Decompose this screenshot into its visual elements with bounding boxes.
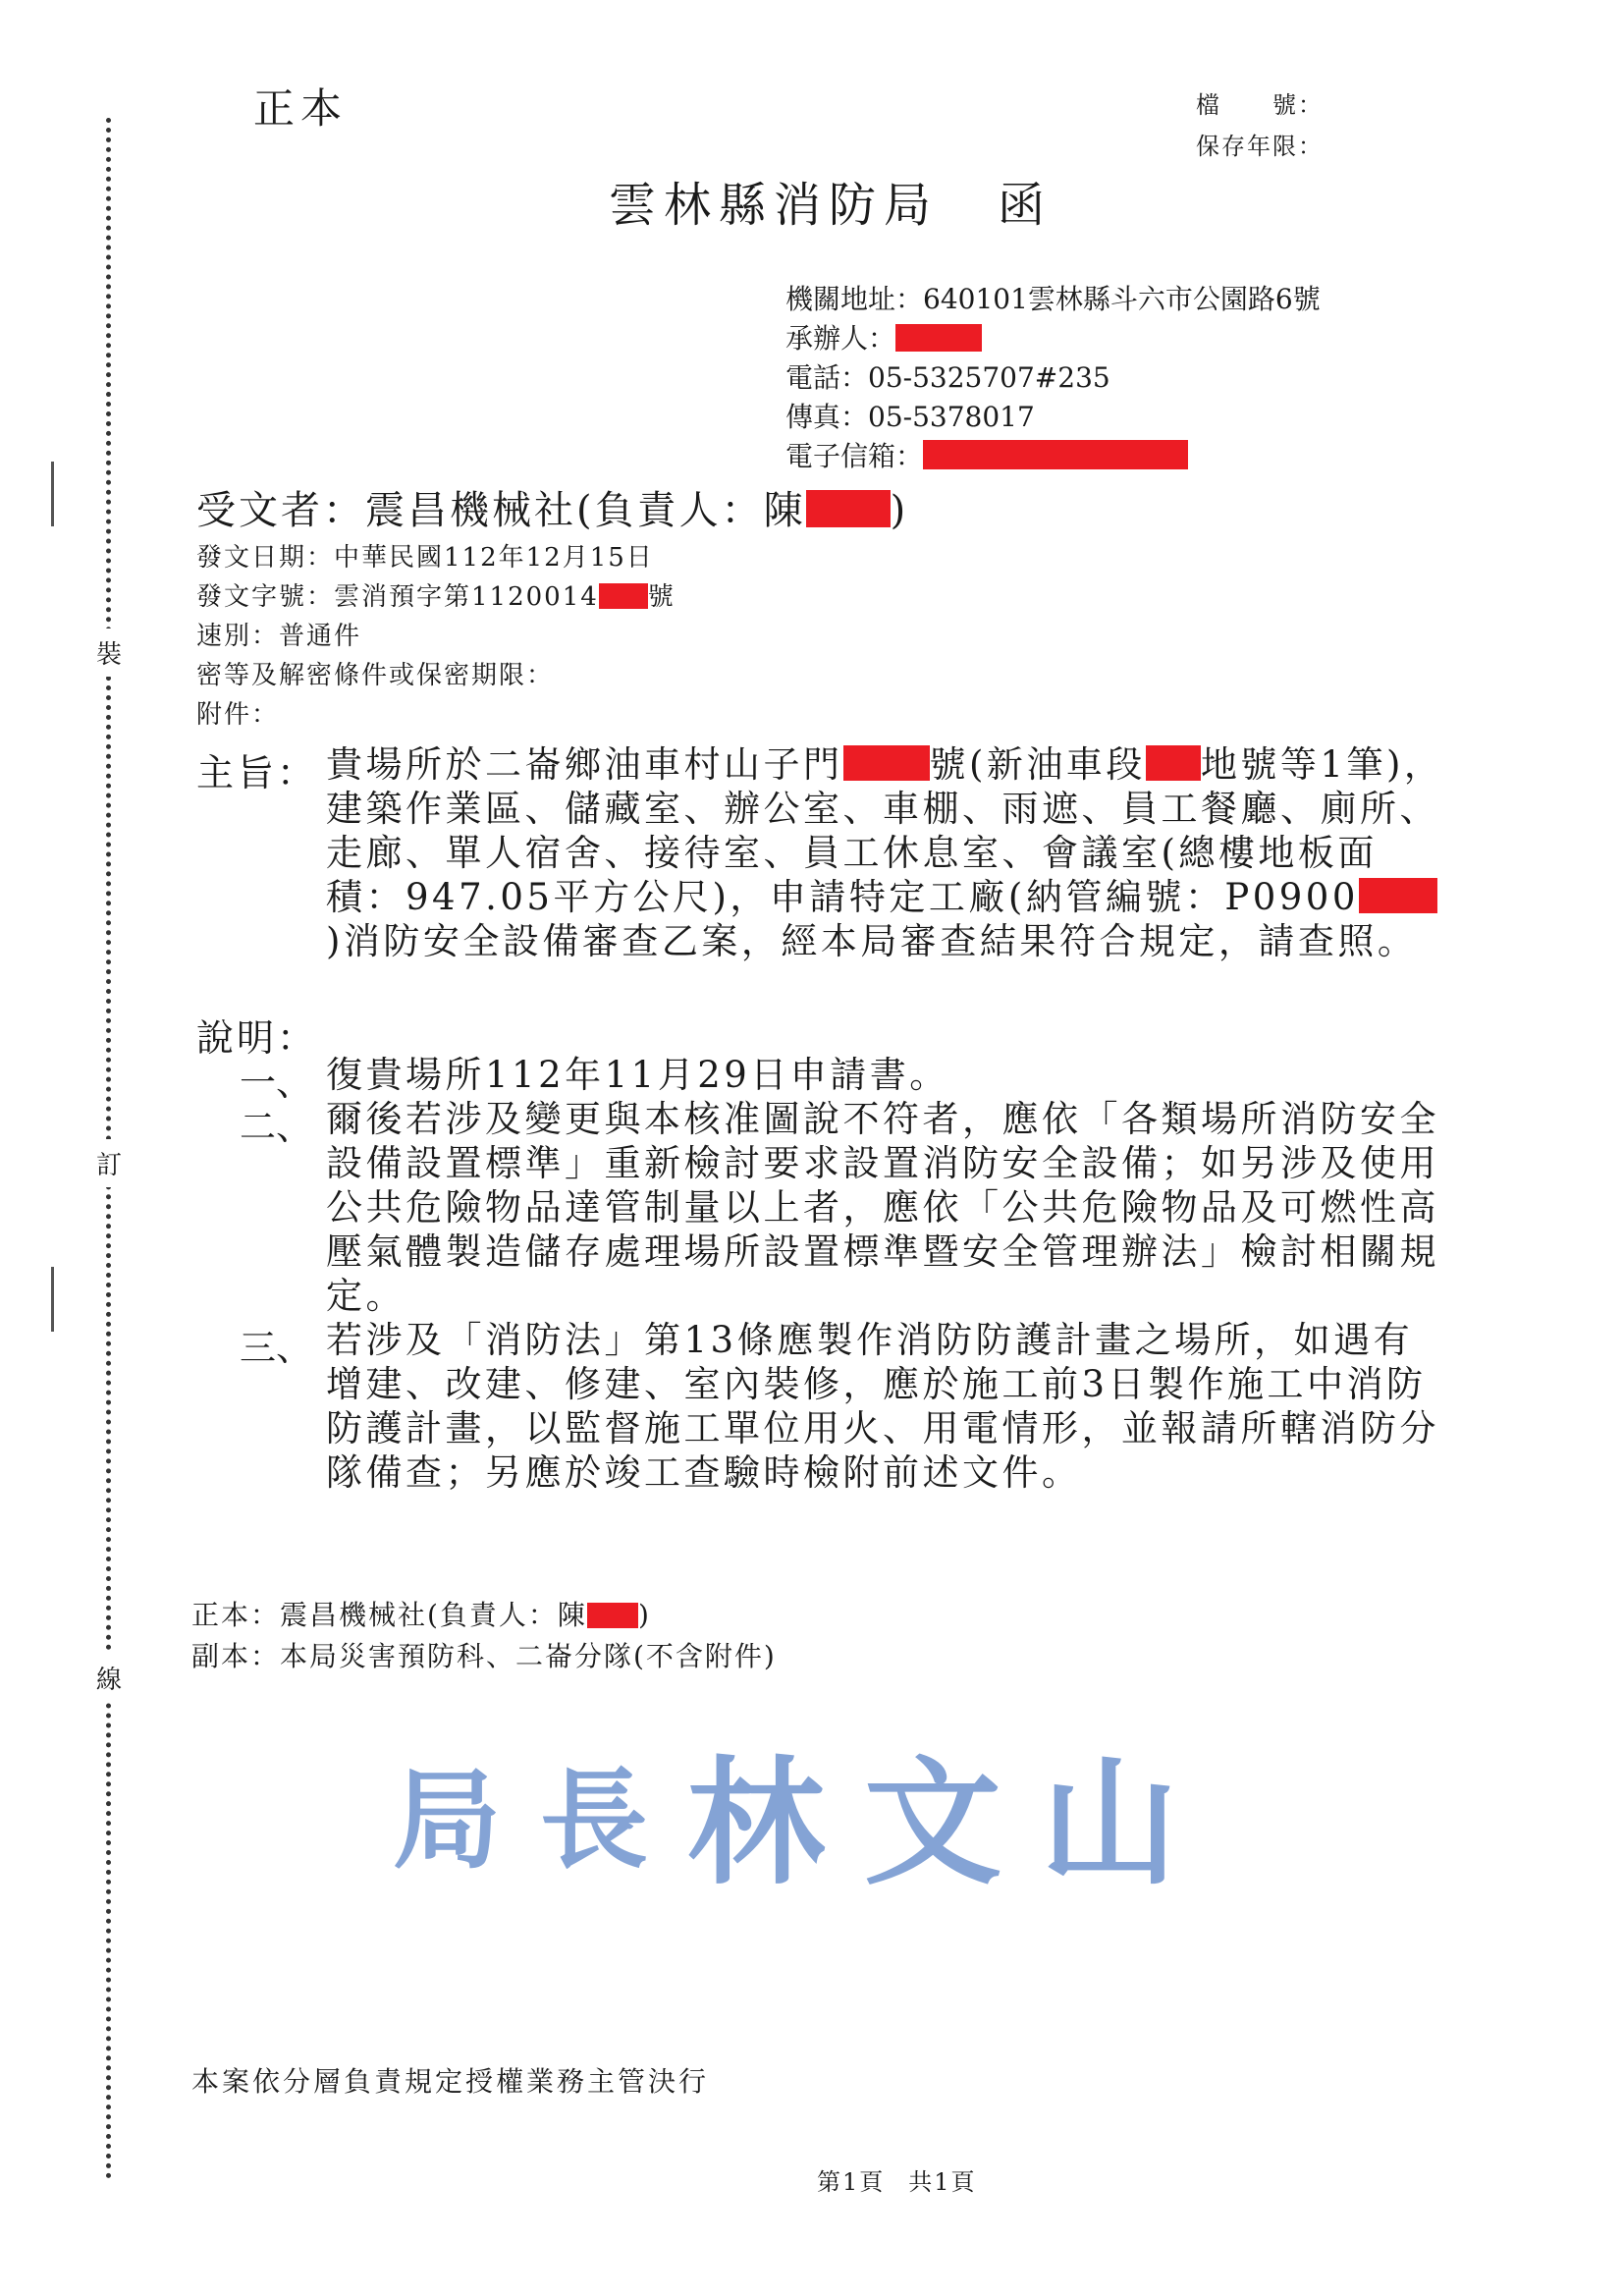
issue-number-redaction [599, 583, 648, 609]
official-stamp [393, 1728, 1178, 1904]
explanation-item-text: 爾後若涉及變更與本核准圖說不符者，應依「各類場所消防安全設備設置標準」重新檢討要求設置消防安全設備；如另涉及使用公共危險物品達管制量以上者，應依「公共危險物品及可燃性高壓氣體製造儲存處理場所設置標準暨安全管理辦法」檢討相關規定。 [326, 1098, 1439, 1317]
recipient-suffix: ) [890, 488, 909, 533]
issue-number [196, 577, 676, 617]
document-meta [196, 538, 676, 735]
document-type: 函 [998, 178, 1054, 233]
stamp-char: 林 [686, 1742, 825, 1904]
attachment: 附件： [196, 700, 280, 730]
handler-redaction [895, 324, 982, 352]
original-redaction [587, 1603, 638, 1628]
binding-mark-xian: 線 [96, 1654, 122, 1702]
stamp-char: 文 [863, 1742, 1001, 1904]
delivery-speed: 速別：普通件 [196, 622, 362, 651]
stamp-char: 局 [393, 1757, 501, 1884]
binding-mark-ding: 訂 [96, 1139, 122, 1187]
agency-name: 雲林縣消防局 [609, 178, 940, 233]
subject-text: 地號等1筆)，建築作業區、儲藏室、辦公室、車棚、雨遮、員工餐廳、廁所、走廊、單人宿舍、接待室、員工休息室、會議室(總樓地板面積：947.05平方公尺)，申請特定工廠(納管編號：P0900 [326, 743, 1444, 918]
fax: 傳真：05-5378017 [785, 401, 1035, 433]
address-redaction [843, 745, 930, 781]
subject-body [326, 742, 1445, 963]
scan-artifact-mark [51, 462, 54, 526]
subject-text: 貴場所於二崙鄉油車村山子門 [326, 743, 843, 786]
contact-block [785, 280, 1321, 476]
explanation-label: 說明： [196, 1016, 318, 1060]
original-prefix: 正本：震昌機械社(負責人：陳 [191, 1599, 587, 1631]
current-page: 第1頁 [817, 2168, 886, 2196]
handler-label: 承辦人： [785, 322, 896, 355]
recipient-redaction [806, 490, 891, 527]
registration-redaction [1359, 878, 1437, 913]
lot-redaction [1146, 745, 1201, 781]
subject-text: 號(新油車段 [929, 743, 1146, 786]
secrecy-level: 密等及解密條件或保密期限： [196, 661, 555, 690]
explanation-item-text: 復貴場所112年11月29日申請書。 [326, 1054, 949, 1096]
stamp-char: 山 [1040, 1742, 1178, 1904]
distribution-list [191, 1595, 777, 1677]
authorization-note: 本案依分層負責規定授權業務主管決行 [191, 2065, 710, 2098]
subject-text: )消防安全設備審查乙案，經本局審查結果符合規定，請查照。 [326, 920, 1418, 962]
email-label: 電子信箱： [785, 440, 924, 472]
agency-address: 機關地址：640101雲林縣斗六市公園路6號 [785, 283, 1321, 315]
email-row [785, 437, 1321, 476]
recipient-line [196, 479, 908, 535]
explanation-item-number: 一、 [240, 1062, 312, 1104]
total-pages: 共1頁 [908, 2168, 977, 2196]
explanation-item-number: 三、 [240, 1327, 312, 1369]
scan-artifact-mark [51, 1267, 54, 1332]
original-recipient [191, 1595, 777, 1636]
stamp-char: 長 [539, 1757, 648, 1884]
binding-mark-zhuang: 裝 [96, 629, 122, 677]
explanation-item-number: 二、 [240, 1106, 312, 1148]
explanation-item-text: 若涉及「消防法」第13條應製作消防防護計畫之場所，如遇有增建、改建、修建、室內裝修，應於施工前3日製作施工中消防防護計畫，以監督施工單位用火、用電情形，並報請所轄消防分隊備查；另應於竣工查驗時檢附前述文件。 [326, 1319, 1439, 1494]
document-title [609, 167, 1053, 235]
phone: 電話：05-5325707#235 [785, 361, 1110, 394]
original-suffix: ) [637, 1599, 651, 1631]
file-number-label: 檔 號： [1196, 91, 1324, 119]
duplicate-recipients: 副本：本局災害預防科、二崙分隊(不含附件) [191, 1640, 777, 1672]
issue-date: 發文日期：中華民國112年12月15日 [196, 543, 654, 573]
handler-row [785, 319, 1321, 358]
issue-number-prefix: 發文字號：雲消預字第1120014 [196, 582, 599, 612]
copy-type-mark: 正本 [253, 84, 349, 133]
file-meta [1196, 84, 1324, 167]
issue-number-suffix: 號 [647, 582, 676, 612]
director-stamp-text [393, 1728, 1178, 1904]
recipient-prefix: 受文者：震昌機械社(負責人：陳 [196, 488, 806, 533]
page-number [805, 2162, 989, 2197]
retention-period-label: 保存年限： [1196, 133, 1324, 160]
subject-label: 主旨： [196, 751, 318, 794]
email-redaction [923, 440, 1188, 469]
